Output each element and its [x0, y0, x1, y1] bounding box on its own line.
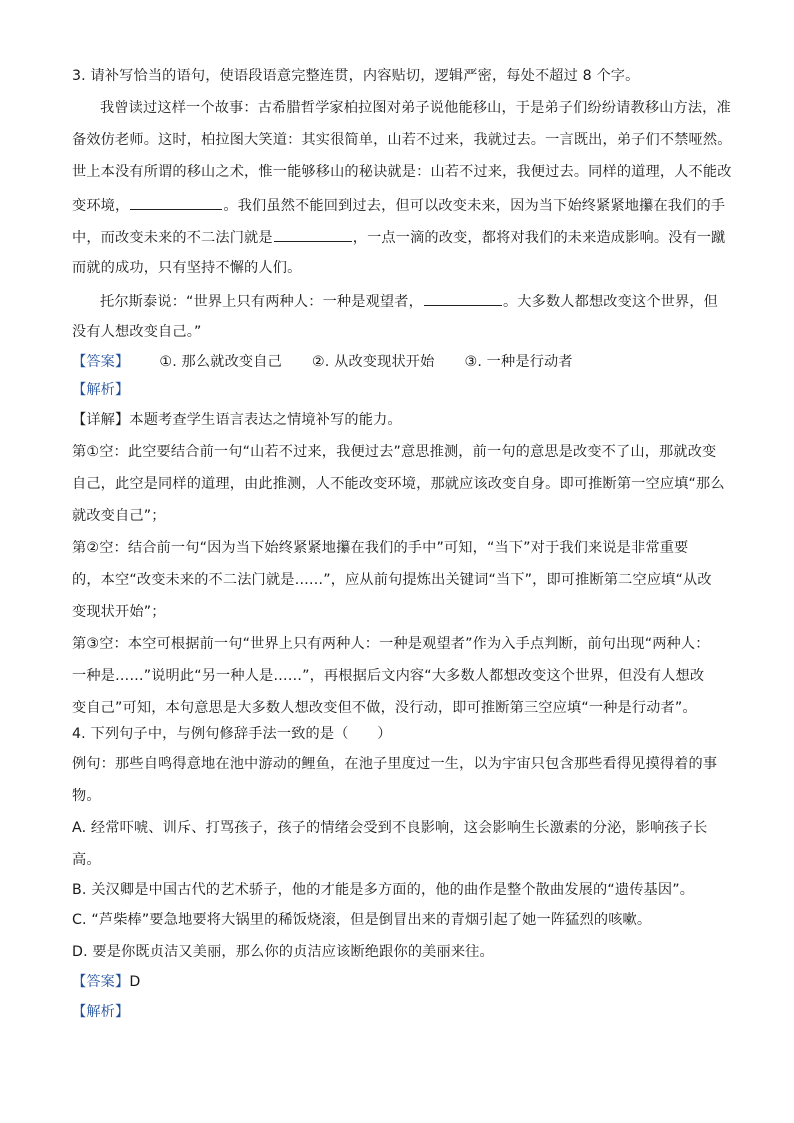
detail-line: 变自己”可知，本句意思是大多数人想改变但不做，没行动，即可推断第三空应填“一种是行动者”。: [72, 700, 697, 716]
detail-line: 自己，此空是同样的道理，由此推测，人不能改变环境，那就应该改变自身。即可推断第一空应填“那么: [72, 476, 725, 492]
q3-quote-line: [100, 290, 718, 312]
fill-blank-2: [274, 226, 352, 242]
detail-line: 一种是……”说明此“另一种人是……”，再根据后文内容“大多数人都想改变这个世界，但没有人想改: [72, 668, 705, 684]
q4-option-d: D. 要是你既贞洁又美丽，那么你的贞洁应该断绝跟你的美丽来往。: [72, 944, 494, 960]
answer-mark: ②: [311, 354, 325, 370]
q3-prompt: 3. 请补写恰当的语句，使语段语意完整连贯，内容贴切，逻辑严密，每处不超过 8 个字。: [72, 68, 640, 84]
detail-line: 第②空：结合前一句“因为当下始终紧紧地攥在我们的手中”可知，“当下”对于我们来说是非常重要: [72, 540, 689, 556]
analysis-tag: 【解析】: [72, 1004, 130, 1020]
q3-passage-line: [72, 194, 725, 216]
q4-answer-row: [72, 972, 140, 992]
detail-line: 【详解】本题考查学生语言表达之情境补写的能力。: [72, 412, 402, 428]
q3-passage-text: ，一点一滴的改变，都将对我们的未来造成影响。没有一蹴: [352, 230, 726, 246]
detail-line: 变现状开始”；: [72, 604, 166, 620]
q3-passage-text: 中，而改变未来的不二法门就是: [72, 230, 273, 246]
answer-mark: ③: [464, 354, 478, 370]
q3-passage-text: 变环境，: [72, 198, 130, 214]
q4-example-line: 物。: [72, 788, 101, 804]
q3-passage-line: [72, 226, 726, 248]
answer-mark: ①: [159, 354, 173, 370]
q3-passage-line: 而就的成功，只有坚持不懈的人们。: [72, 260, 302, 276]
fill-blank-3: [424, 290, 502, 306]
q3-quote-line: 没有人想改变自己。”: [72, 324, 202, 340]
answer-value: D: [129, 974, 141, 990]
answer-tag: 【答案】: [72, 974, 130, 990]
q3-passage-line: 备效仿老师。这时，柏拉图大笑道：其实很简单，山若不过来，我就过去。一言既出，弟子们不禁哑然。: [72, 132, 732, 148]
q3-passage-text: 。我们虽然不能回到过去，但可以改变未来，因为当下始终紧紧地攥在我们的手: [223, 198, 726, 214]
answer-tag: 【答案】: [72, 354, 130, 370]
q4-example-line: 例句：那些自鸣得意地在池中游动的鲤鱼，在池子里度过一生，以为宇宙只包含那些看得见摸得着的事: [72, 756, 718, 772]
q3-passage-line: 我曾读过这样一个故事：古希腊哲学家柏拉图对弟子说他能移山，于是弟子们纷纷请教移山方法，准: [100, 100, 731, 116]
q4-prompt: 4. 下列句子中，与例句修辞手法一致的是（ ）: [72, 726, 392, 742]
q3-answer-row: [72, 352, 573, 372]
q3-passage-line: 世上本没有所谓的移山之术，惟一能够移山的秘诀就是：山若不过来，我便过去。同样的道理，人不能改: [72, 164, 732, 180]
answer-text: . 从改变现状开始: [324, 354, 435, 370]
analysis-tag: 【解析】: [72, 382, 130, 398]
q4-option-a: 高。: [72, 852, 101, 868]
detail-line: 第③空：本空可根据前一句“世界上只有两种人：一种是观望者”作为入手点判断，前句出现“两种人：: [72, 636, 710, 652]
answer-text: . 那么就改变自己: [172, 354, 282, 370]
fill-blank-1: [130, 194, 222, 210]
q4-option-c: C. “芦柴棒”要急地要将大锅里的稀饭烧滚，但是倒冒出来的青烟引起了她一阵猛烈的咳嗽。: [72, 912, 652, 928]
q4-option-b: B. 关汉卿是中国古代的艺术骄子，他的才能是多方面的，他的曲作是整个散曲发展的“遗传基因”。: [72, 882, 695, 898]
q3-quote-text: 。大多数人都想改变这个世界，但: [502, 294, 719, 310]
detail-line: 就改变自己”；: [72, 508, 166, 524]
answer-text: . 一种是行动者: [477, 354, 573, 370]
detail-line: 第①空：此空要结合前一句“山若不过来，我便过去”意思推测，前一句的意思是改变不了山，那就改变: [72, 444, 717, 460]
q3-quote-text: 托尔斯泰说：“世界上只有两种人：一种是观望者，: [100, 294, 423, 310]
q4-option-a: A. 经常吓唬、训斥、打骂孩子，孩子的情绪会受到不良影响，这会影响生长激素的分泌，影响孩子长: [72, 820, 708, 836]
detail-line: 的，本空“改变未来的不二法门就是……”，应从前句提炼出关键词“当下”，即可推断第二空应填“从改: [72, 572, 712, 588]
